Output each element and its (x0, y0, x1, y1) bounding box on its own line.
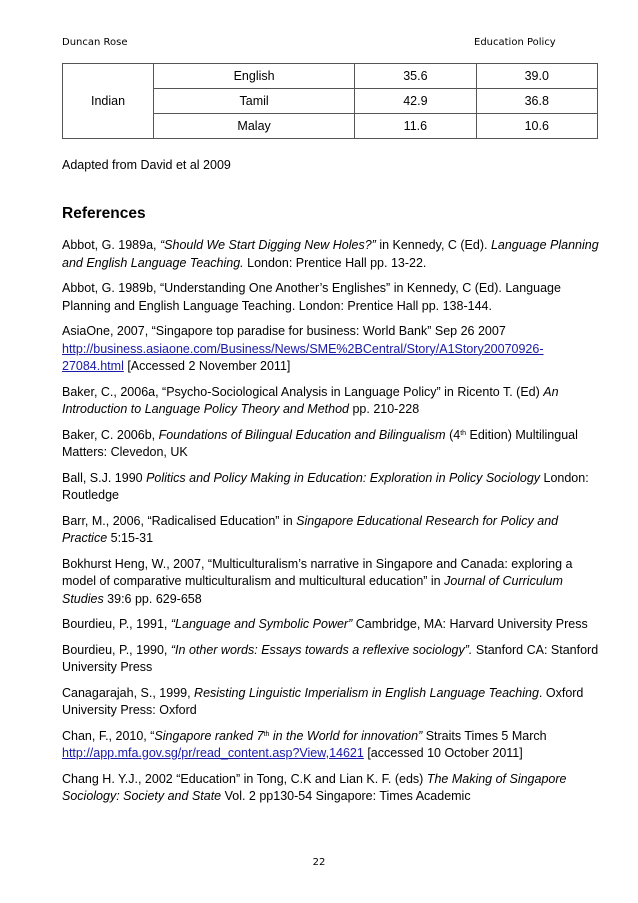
table-cell: 11.6 (355, 114, 476, 139)
table-cell: Tamil (154, 89, 355, 114)
reference-entry: Canagarajah, S., 1999, Resisting Linguistic Imperialism in English Language Teaching. Oxford University Press: Oxford (62, 685, 584, 717)
header-title: Education Policy (474, 37, 556, 48)
references-heading: References (62, 205, 146, 222)
table-cell: Malay (154, 114, 355, 139)
group-cell: Indian (63, 64, 154, 139)
reference-entry: Chan, F., 2010, “Singapore ranked 7th in the World for innovation” Straits Times 5 March http://app.mfa.gov.sg/pr/read_content.asp?View,14621 [accessed 10 October 2011] (62, 728, 547, 760)
table-cell: English (154, 64, 355, 89)
reference-entry: Bourdieu, P., 1990, “In other words: Essays towards a reflexive sociology”. Stanford CA: Stanford University Press (62, 642, 599, 674)
table-cell: 36.8 (476, 89, 597, 114)
table-cell: 42.9 (355, 89, 476, 114)
reference-entry: Abbot, G. 1989b, “Understanding One Another’s Englishes” in Kennedy, C (Ed). Language Planning and English Language Teaching. London: Prentice Hall pp. 138-144. (62, 281, 561, 313)
reference-entry: Ball, S.J. 1990 Politics and Policy Making in Education: Exploration in Policy Sociology London: Routledge (62, 470, 589, 502)
reference-entry: Abbot, G. 1989a, “Should We Start Digging New Holes?” in Kennedy, C (Ed). Language Planning and English Language Teaching. London: Prentice Hall pp. 13-22. (62, 238, 599, 270)
table-cell: 39.0 (476, 64, 597, 89)
reference-entry: Baker, C. 2006b, Foundations of Bilingual Education and Bilingualism (4th Edition) Multilingual Matters: Clevedon, UK (62, 427, 578, 459)
reference-link[interactable]: http://app.mfa.gov.sg/pr/read_content.asp?View,14621 (62, 746, 364, 760)
reference-entry: Bokhurst Heng, W., 2007, “Multiculturalism’s narrative in Singapore and Canada: exploring a model of comparative multiculturalism and multicultural education” in Journal of Curriculum Studies 39:6 pp. 629-658 (62, 556, 573, 606)
reference-entry: AsiaOne, 2007, “Singapore top paradise for business: World Bank” Sep 26 2007 http://business.asiaone.com/Business/News/SME%2BCentral/Story/A1Story20070926-27084.html [Accessed 2 November 2011] (62, 324, 544, 373)
table-cell: 10.6 (476, 114, 597, 139)
source-note: Adapted from David et al 2009 (62, 158, 231, 172)
page-number: 22 (312, 857, 326, 868)
header-author: Duncan Rose (62, 37, 128, 48)
language-table (62, 63, 598, 139)
reference-entry: Chang H. Y.J., 2002 “Education” in Tong, C.K and Lian K. F. (eds) The Making of Singapore Sociology: Society and State Vol. 2 pp130-54 Singapore: Times Academic (62, 771, 567, 803)
reference-entry: Barr, M., 2006, “Radicalised Education” in Singapore Educational Research for Policy and Practice 5:15-31 (62, 513, 559, 545)
table-row (63, 64, 598, 89)
reference-link[interactable]: http://business.asiaone.com/Business/News/SME%2BCentral/Story/A1Story20070926-27084.html (62, 341, 544, 373)
reference-entry: Baker, C., 2006a, “Psycho-Sociological Analysis in Language Policy” in Ricento T. (Ed) An Introduction to Language Policy Theory and Method pp. 210-228 (62, 384, 559, 416)
reference-entry: Bourdieu, P., 1991, “Language and Symbolic Power” Cambridge, MA: Harvard University Press (62, 617, 588, 631)
reference-list (62, 237, 602, 814)
table-cell: 35.6 (355, 64, 476, 89)
